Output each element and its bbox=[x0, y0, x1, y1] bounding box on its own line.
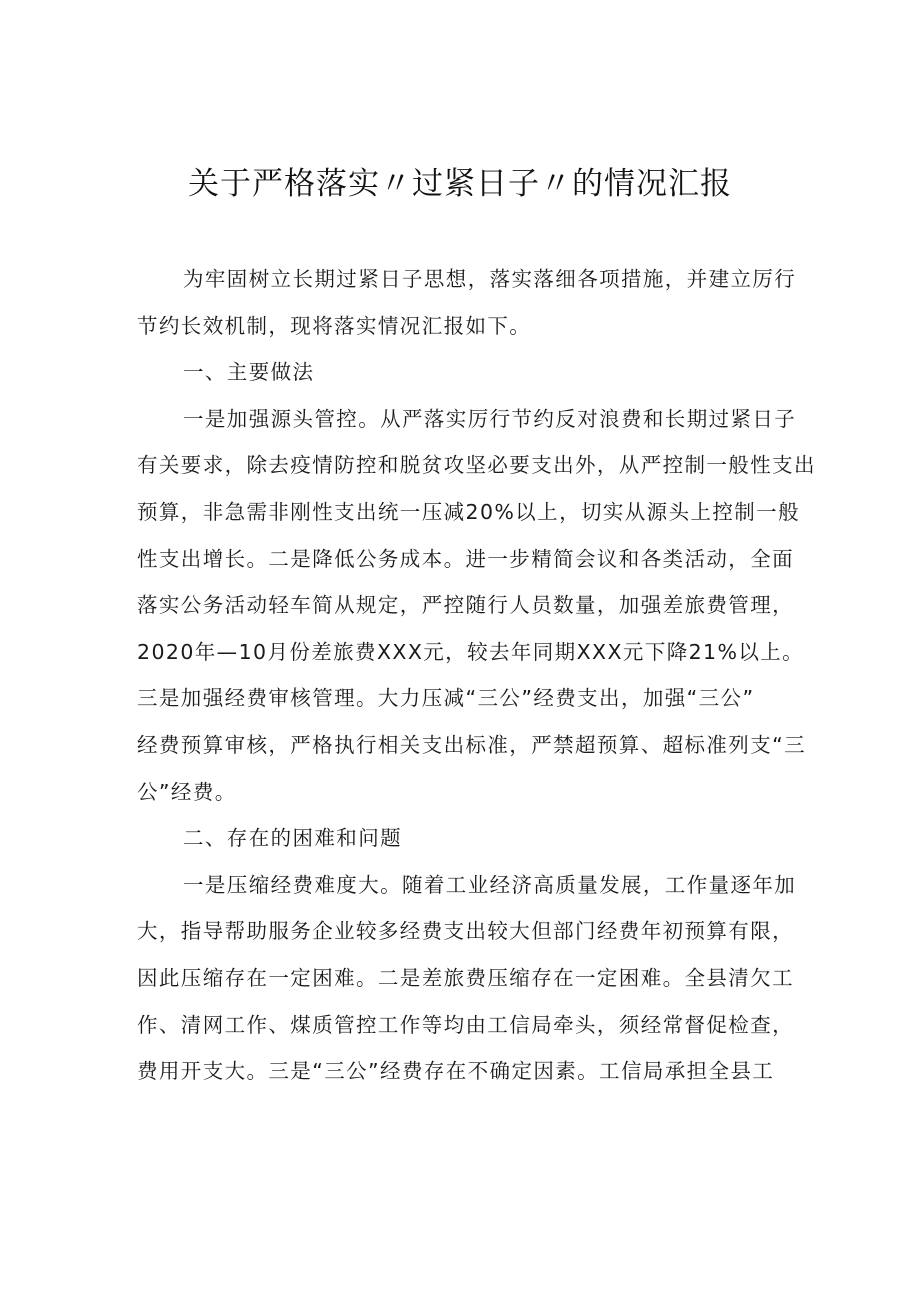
paragraph-line: 为牢固树立长期过紧日子思想，落实落细各项措施，并建立厉行 bbox=[183, 267, 797, 291]
paragraph-line: 作、清网工作、煤质管控工作等均由工信局牵头，须经常督促检查， bbox=[137, 1012, 794, 1037]
section-heading: 二、存在的困难和问题 bbox=[183, 826, 402, 851]
paragraph-line: 费用开支大。三是“三公”经费存在不确定因素。工信局承担全县工 bbox=[137, 1059, 775, 1084]
document-title: 关于严格落实〃过紧日子〃的情况汇报 bbox=[188, 166, 732, 202]
section-heading: 一、主要做法 bbox=[183, 360, 315, 385]
paragraph-line: 一是压缩经费难度大。随着工业经济高质量发展，工作量逐年加 bbox=[183, 872, 797, 897]
paragraph-line: 节约长效机制，现将落实情况汇报如下。 bbox=[137, 313, 532, 338]
paragraph-line: 性支出增长。二是降低公务成本。进一步精简会议和各类活动，全面 bbox=[137, 546, 794, 571]
paragraph-line: 因此压缩存在一定困难。二是差旅费压缩存在一定困难。全县清欠工 bbox=[137, 965, 794, 990]
paragraph-line: 有关要求，除去疫情防控和脱贫攻坚必要支出外，从严控制一般性支出 bbox=[137, 453, 816, 478]
paragraph-line: 经费预算审核，严格执行相关支出标准，严禁超预算、超标准列支“三 bbox=[137, 732, 807, 757]
document-body bbox=[137, 256, 816, 1095]
paragraph-line: 预算，非急需非刚性支出统一压减20%以上，切实从源头上控制一般 bbox=[137, 499, 800, 524]
paragraph-line: 公”经费。 bbox=[137, 779, 237, 804]
paragraph-line: 三是加强经费审核管理。大力压减“三公”经费支出，加强“三公” bbox=[137, 686, 755, 711]
paragraph-line: 大，指导帮助服务企业较多经费支出较大但部门经费年初预算有限， bbox=[137, 919, 794, 944]
paragraph-line: 2020年—10月份差旅费XXX元，较去年同期XXX元下降21%以上。 bbox=[137, 639, 805, 664]
paragraph-line: 落实公务活动轻车简从规定，严控随行人员数量，加强差旅费管理， bbox=[137, 593, 794, 618]
paragraph-line: 一是加强源头管控。从严落实厉行节约反对浪费和长期过紧日子 bbox=[183, 406, 797, 431]
